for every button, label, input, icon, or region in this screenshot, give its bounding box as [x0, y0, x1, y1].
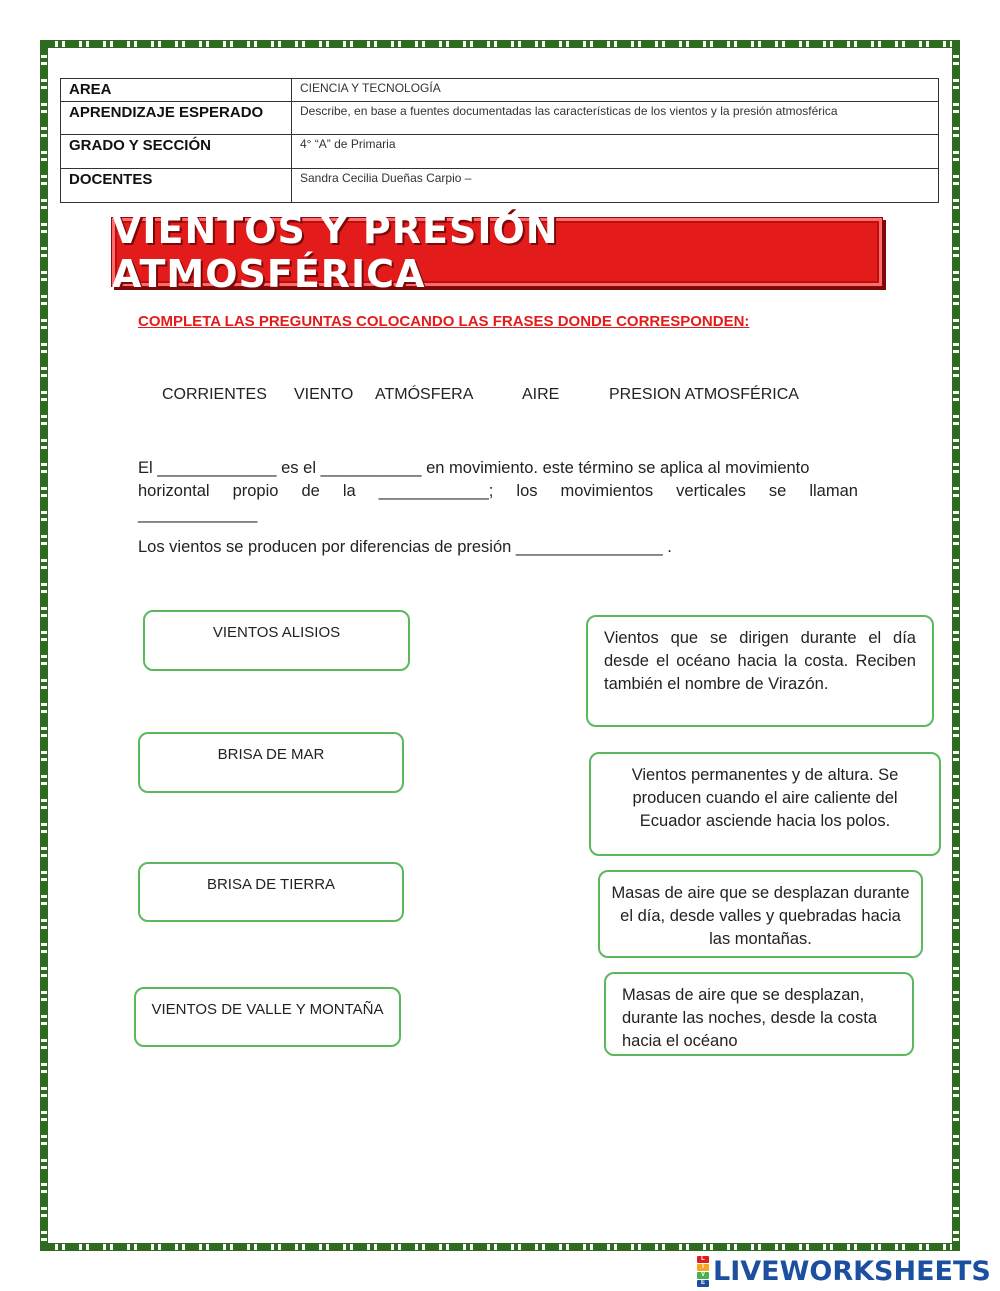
- word-bank-item[interactable]: AIRE: [522, 386, 560, 403]
- logo-mark-icon: [697, 1256, 709, 1287]
- table-row: [61, 79, 939, 102]
- paragraph-word: verticales: [676, 482, 746, 500]
- paragraph-word: horizontal: [138, 482, 210, 500]
- word-bank-item[interactable]: VIENTO: [294, 386, 354, 403]
- fill-in-paragraph-1: [138, 457, 858, 526]
- area-value: CIENCIA Y TECNOLOGÍA: [292, 79, 939, 102]
- instruction-text: COMPLETA LAS PREGUNTAS COLOCANDO LAS FRASES DONDE CORRESPONDEN:: [138, 313, 750, 330]
- word-bank-item[interactable]: ATMÓSFERA: [375, 386, 474, 403]
- page-border-right: [952, 40, 960, 1251]
- blank-field[interactable]: ____________;: [378, 482, 494, 500]
- logo-mark-letter: V: [697, 1272, 709, 1279]
- paragraph-word: la: [342, 482, 356, 500]
- match-right-item[interactable]: Masas de aire que se desplazan, durante las noches, desde la costa hacia el océano: [604, 972, 914, 1056]
- table-row: [61, 135, 939, 169]
- table-row: [61, 169, 939, 203]
- page-title: VIENTOS Y PRESIÓN ATMOSFÉRICA: [112, 208, 559, 296]
- match-left-item[interactable]: BRISA DE TIERRA: [138, 862, 404, 922]
- paragraph-line: El _____________ es el ___________ en movimiento. este término se aplica al movimiento: [138, 459, 810, 477]
- liveworksheets-logo: [697, 1254, 991, 1288]
- word-bank-item[interactable]: PRESION ATMOSFÉRICA: [609, 386, 799, 403]
- word-bank-item[interactable]: CORRIENTES: [162, 386, 267, 403]
- page-border-top: [40, 40, 960, 48]
- docentes-value: Sandra Cecilia Dueñas Carpio –: [292, 169, 939, 203]
- fill-in-paragraph-2: Los vientos se producen por diferencias de presión ________________ .: [138, 538, 672, 556]
- grado-label: GRADO Y SECCIÓN: [61, 135, 292, 169]
- title-banner: [111, 208, 883, 296]
- match-left-item[interactable]: BRISA DE MAR: [138, 732, 404, 793]
- page-border-left: [40, 40, 48, 1251]
- blank-field[interactable]: _____________: [138, 505, 258, 523]
- paragraph-word: de: [301, 482, 320, 500]
- aprendizaje-value: Describe, en base a fuentes documentadas las características de los vientos y la presión atmosférica: [292, 102, 939, 135]
- paragraph-word: se: [768, 482, 787, 500]
- logo-mark-letter: I: [697, 1264, 709, 1271]
- grado-value: 4° “A” de Primaria: [292, 135, 939, 169]
- logo-text: LIVEWORKSHEETS: [713, 1255, 991, 1287]
- paragraph-word: los: [516, 482, 538, 500]
- aprendizaje-label: APRENDIZAJE ESPERADO: [61, 102, 292, 135]
- match-left-item[interactable]: VIENTOS DE VALLE Y MONTAÑA: [134, 987, 401, 1047]
- paragraph-line: [138, 480, 858, 503]
- area-label: AREA: [61, 79, 292, 102]
- logo-mark-letter: E: [697, 1280, 709, 1287]
- docentes-label: DOCENTES: [61, 169, 292, 203]
- match-left-item[interactable]: VIENTOS ALISIOS: [143, 610, 410, 671]
- page-border-bottom: [40, 1243, 960, 1251]
- match-right-item[interactable]: Masas de aire que se desplazan durante el día, desde valles y quebradas hacia las montañas.: [598, 870, 923, 958]
- paragraph-word: movimientos: [560, 482, 654, 500]
- logo-mark-letter: L: [697, 1256, 709, 1263]
- paragraph-word: llaman: [809, 482, 858, 500]
- paragraph-word: propio: [232, 482, 279, 500]
- info-table: [60, 78, 939, 203]
- table-row: [61, 102, 939, 135]
- match-right-item[interactable]: Vientos que se dirigen durante el día desde el océano hacia la costa. Reciben también el nombre de Virazón.: [586, 615, 934, 727]
- match-right-item[interactable]: Vientos permanentes y de altura. Se producen cuando el aire caliente del Ecuador asciende hacia los polos.: [589, 752, 941, 856]
